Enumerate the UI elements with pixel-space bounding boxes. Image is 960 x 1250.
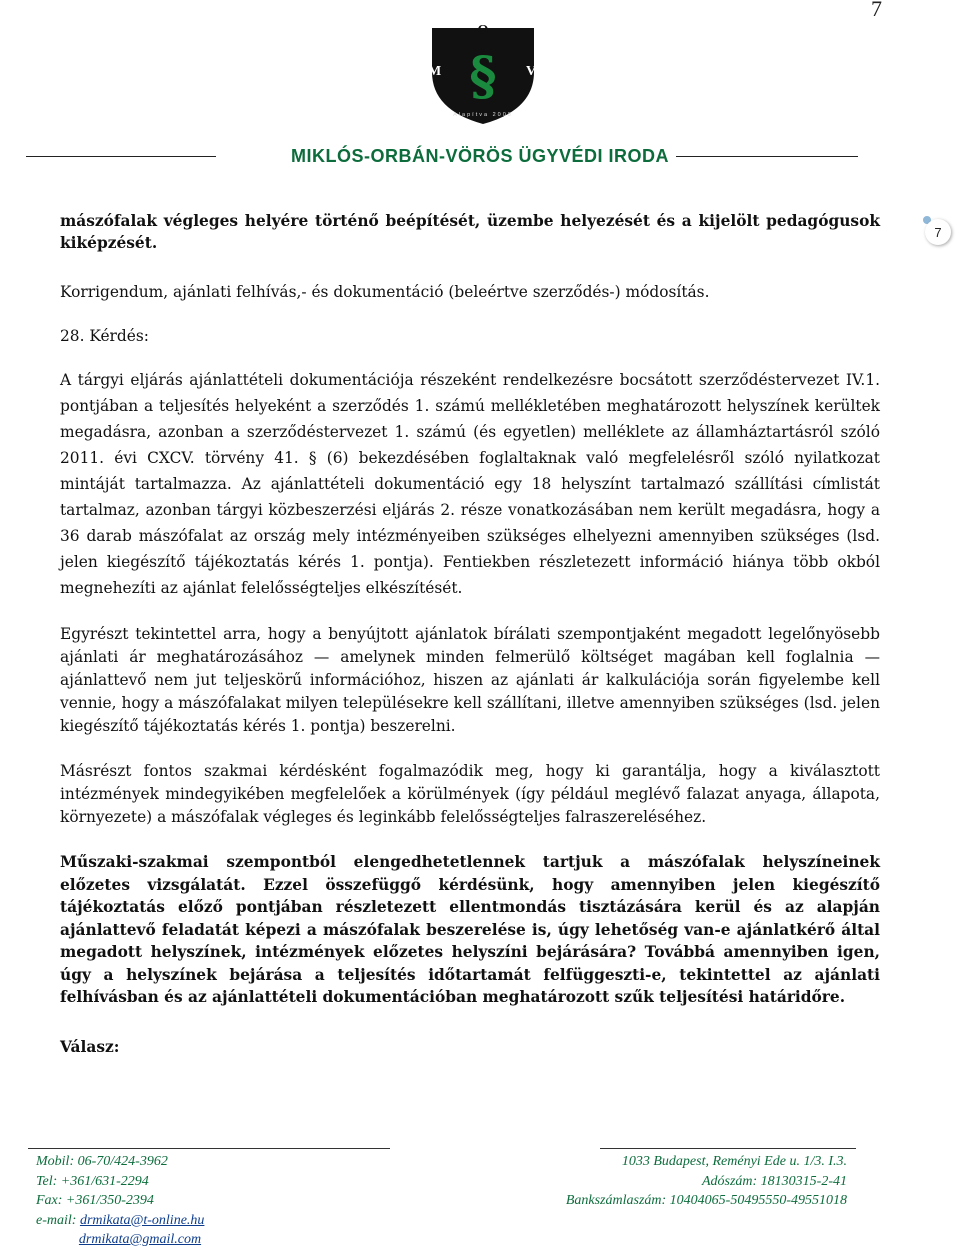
logo-letter-o: O [477,23,489,38]
footer-divider-left [28,1148,390,1149]
footer-email2-link[interactable]: drmikata@gmail.com [78,1232,202,1247]
footer-email-label: e-mail: [36,1212,80,1228]
firm-name-part2: ORBÁN-VÖRÖS ÜGYVÉDI IRODA [370,146,670,166]
footer-email-link[interactable]: drmikata@t-online.hu [79,1212,205,1228]
footer-divider-right [600,1148,856,1149]
footer-tel: Tel: +361/631-2294 [36,1173,149,1189]
question-paragraph: A tárgyi eljárás ajánlattételi dokumentációja részeként rendelkezésre bocsátott szerződéstervezet IV.1. pontjában a teljesítés helyeként a szerződés 1. számú mellékletében meghatározott helyszínek kerültek megadásra, azonban a szerződéstervezet 1. számú (és egyetlen) melléklete az államháztartásról szóló 2011. évi CXCV. törvény 41. § (6) bekezdésében foglaltaknak való megfelelésről szóló nyilatkozat mintáját tartalmazza. Az ajánlattételi dokumentáció egy 18 helyszínt tartalmazó szállítási címlistát tartalmaz, azonban tárgyi közbeszerzési eljárás 2. része vonatkozásában nem került megadásra, hogy a 36 darab mászófalat az ország mely intézményeiben szükséges elhelyezni amennyiben szükséges (lsd. jelen kiegészítő tájékoztatás kérés 1. pontja). Fentiekben részletezett információ hiánya több okból megnehezíti az ajánlat felelősségteljes elkészítését. [60,371,880,597]
intro-paragraph: mászófalak végleges helyére történő beépítését, üzembe helyezését és a kijelölt pedagógusok kiképzését. [60,212,880,252]
question-label: 28. Kérdés: [60,327,149,345]
footer-bank-account: Bankszámlaszám: 10404065-50495550-49551018 [565,1193,847,1208]
firm-logo [428,14,538,126]
page-number-badge: 7 [925,219,951,245]
answer-label: Válasz: [60,1037,120,1056]
page-number: 7 [871,0,882,21]
footer-mobile: Mobil: 06-70/424-3962 [36,1154,168,1169]
firm-name-part1: MIKLÓS- [290,146,371,166]
paragraph-sign-icon: § [469,46,497,107]
korrigendum-heading: Korrigendum, ajánlati felhívás,- és dokumentáció (beleértve szerződés-) módosítás. [60,283,710,301]
footer-address: 1033 Budapest, Reményi Ede u. 1/3. I.3. [621,1154,847,1169]
footer-email-line [36,1211,204,1231]
muszaki-paragraph: Műszaki-szakmai szempontból elengedhetetlennek tartjuk a mászófalak helyszíneinek előzetes vizsgálatát. Ezzel összefüggő kérdésünk, hogy amennyiben jelen kiegészítő tájékoztatás előző pontjában részletezett ellentmondás tisztázására kerül és az alapján ajánlattevő feladatát képezi a mászófalak beszerelése is, úgy lehetőség van-e ajánlatkérő által megadott helyszínek, intézmények előzetes helyszíni bejárására? Továbbá amennyiben igen, úgy a helyszínek bejárása a teljesítés időtartamát felfüggeszti-e, tekintettel az ajánlati felhívásban és az ajánlattételi dokumentációban meghatározott szűk teljesítési határidőre. [60,853,880,1006]
footer-fax: Fax: +361/350-2394 [36,1193,154,1208]
egyreszt-paragraph: Egyrészt tekintettel arra, hogy a benyújtott ajánlatok bírálati szempontjaként megadott legelőnyösebb ajánlati ár meghatározásához — amelynek minden felmerülő költséget magában kell foglalnia — ajánlattevő nem jut teljeskörű információhoz, hiszen az ajánlati ár kalkulációja során figyelembe kell vennie, hogy a mászófalakat milyen településekre kell szállítani, illetve amennyiben szükséges (lsd. jelen kiegészítő tájékoztatás kérés 1. pontja) beszerelni. [60,625,880,735]
footer-email2-wrap [0,1230,280,1250]
logo-letter-v: V [526,64,537,79]
logo-founded: Alapítva 2008 [453,112,513,118]
document-body [60,210,880,1060]
footer-contact [36,1152,204,1230]
footer-tax-id: Adószám: 18130315-2-41 [701,1173,847,1189]
firm-name [0,146,960,167]
footer-company [566,1152,847,1211]
masreszt-paragraph: Másrészt fontos szakmai kérdésként fogalmazódik meg, hogy ki garantálja, hogy a kiválasztott intézmények mindegyikében megfelelőek a körülmények (így például meglévő falazat anyaga, állapota, környezete) a mászófalak végleges és leginkább felelősségteljes falraszereléséhez. [60,762,880,826]
logo-letter-m: M [428,64,442,79]
